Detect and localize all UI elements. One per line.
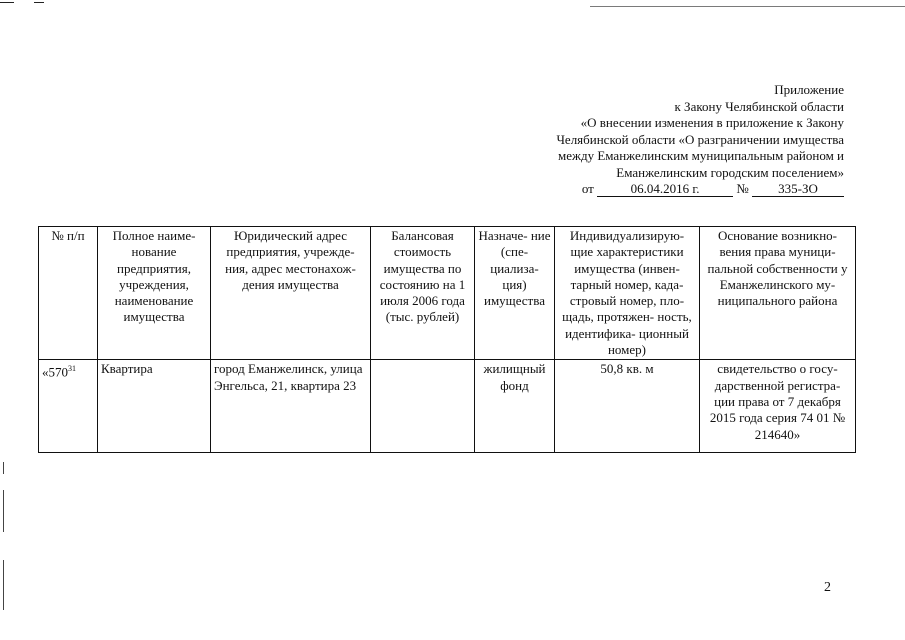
header-line: Еманжелинским городским поселением» [616, 164, 844, 180]
scan-artifact-mark [3, 490, 4, 532]
header-cell-name: Полное наиме- нование предприятия, учреждения, наименование имущества [98, 227, 211, 360]
header-cell-purpose: Назначе- ние (спе- циализа- ция) имущества [475, 227, 555, 360]
header-line: к Закону Челябинской области [674, 98, 844, 114]
law-date: 06.04.2016 г. [597, 182, 733, 197]
cell-basis: свидетельство о госу- дарственной регистра- ции права от 7 декабря 2015 года серия 74 01 № 214640» [700, 360, 856, 453]
header-line: Челябинской области «О разграничении имущества [556, 131, 844, 147]
header-cell-address: Юридический адрес предприятия, учрежде- ния, адрес местонахож- дения имущества [211, 227, 371, 360]
cell-purpose: жилищный фонд [475, 360, 555, 453]
header-line: Приложение [774, 82, 844, 97]
scan-artifact-mark [3, 560, 4, 610]
scan-artifact-line [590, 6, 905, 7]
header-line: между Еманжелинским муниципальным районом и [558, 148, 844, 163]
scan-artifact-line [0, 2, 14, 3]
table-row [39, 360, 856, 453]
number-prefix: № [736, 181, 749, 196]
cell-characteristics: 50,8 кв. м [555, 360, 700, 453]
property-table [38, 226, 856, 453]
appendix-header [504, 82, 844, 198]
cell-name: Квартира [98, 360, 211, 453]
date-prefix: от [581, 181, 594, 196]
header-cell-balance: Балансовая стоимость имущества по состоянию на 1 июля 2006 года (тыс. рублей) [371, 227, 475, 360]
cell-address: город Еманжелинск, улица Энгельса, 21, квартира 23 [211, 360, 371, 453]
cell-balance [371, 360, 475, 453]
header-cell-number: № п/п [39, 227, 98, 360]
scan-artifact-line [34, 2, 44, 3]
row-number-superscript: 31 [68, 364, 76, 374]
cell-number [39, 360, 98, 453]
row-number: «570 [42, 364, 68, 380]
header-line: «О внесении изменения в приложение к Закону [580, 115, 844, 130]
header-cell-characteristics: Индивидуализирую- щие характеристики имущества (инвен- тарный номер, када- стровый номер, пло- щадь, протяжен- ность, идентифика- ционный номер) [555, 227, 700, 360]
law-date-number [504, 181, 844, 198]
law-number: 335-ЗО [752, 182, 844, 197]
scan-artifact-mark [3, 462, 4, 474]
page-number: 2 [824, 580, 831, 595]
table-header-row [39, 227, 856, 360]
header-cell-basis: Основание возникно- вения права муници- пальной собственности у Еманжелинского му- ниципального района [700, 227, 856, 360]
